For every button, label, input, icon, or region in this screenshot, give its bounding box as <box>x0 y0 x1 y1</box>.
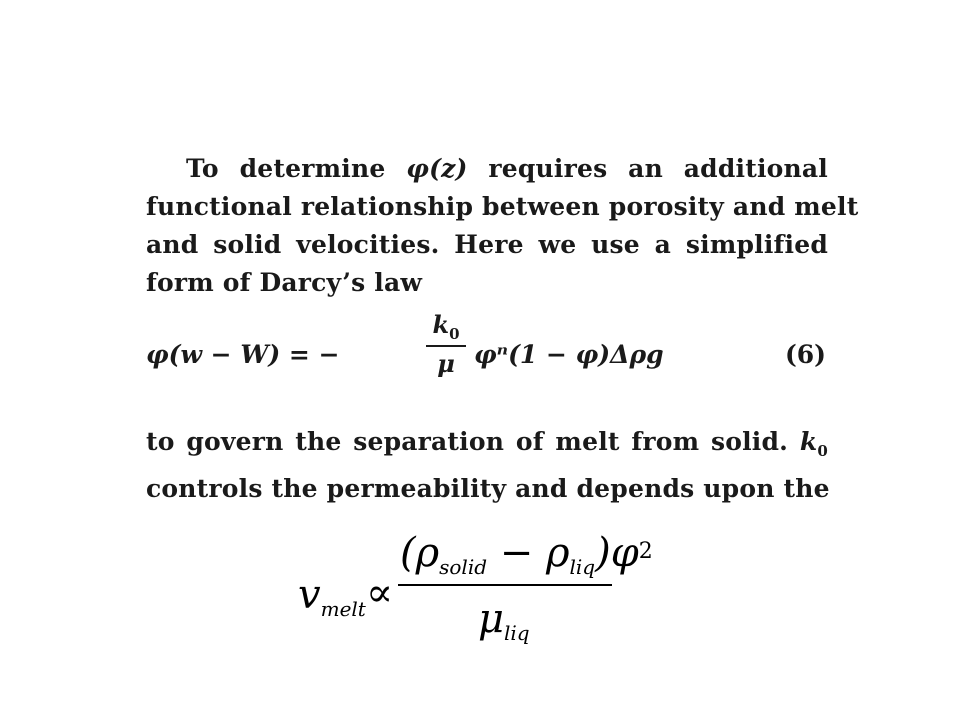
equation-lhs: φ(w − W) = − <box>146 340 340 369</box>
text-line: and solid velocities. Here we use a simplified <box>146 230 828 259</box>
fraction-bar <box>426 345 466 347</box>
darcy-equation <box>146 310 828 400</box>
phi-of-z: φ(z) <box>406 154 468 183</box>
liq-subscript: liq <box>569 555 596 579</box>
formula-numerator <box>400 530 653 579</box>
melt-velocity-formula <box>298 528 653 658</box>
mu-symbol: μ <box>478 596 504 642</box>
text-line <box>146 150 828 188</box>
scanned-paper-excerpt <box>140 140 859 503</box>
velocity-symbol: v <box>298 572 321 618</box>
text-fragment: To determine <box>186 154 407 183</box>
proportional-symbol: ∝ <box>366 570 394 616</box>
equation-number: (6) <box>784 340 826 369</box>
k-symbol: k <box>432 310 450 339</box>
phi-symbol: )φ <box>595 530 639 576</box>
text-line: form of Darcy’s law <box>146 268 423 297</box>
fraction-denominator: μ <box>437 348 455 378</box>
formula-denominator <box>478 596 530 645</box>
text-fragment: requires an additional <box>467 154 828 183</box>
rho-liq-symbol: − ρ <box>487 530 570 576</box>
formula-fraction-bar <box>398 584 612 586</box>
text-fragment: to govern the separation of melt from solid. <box>146 427 800 456</box>
liq-subscript: liq <box>504 621 530 645</box>
paragraph-continuation <box>146 423 828 508</box>
text-line: functional relationship between porosity and melt <box>146 192 859 221</box>
text-line <box>146 423 828 470</box>
melt-subscript: melt <box>320 597 366 621</box>
k-subscript: 0 <box>449 324 460 343</box>
k-subscript: 0 <box>817 442 828 460</box>
rho-solid-symbol: (ρ <box>400 530 440 576</box>
exponent: 2 <box>638 539 653 564</box>
text-line: controls the permeability and depends upon the <box>146 474 830 503</box>
solid-subscript: solid <box>439 555 488 579</box>
formula-lhs <box>298 572 366 621</box>
equation-fraction <box>426 310 466 378</box>
fraction-numerator <box>426 310 466 343</box>
k-symbol: k <box>799 427 818 456</box>
equation-rhs: φⁿ(1 − φ)Δρg <box>474 340 664 369</box>
paragraph-intro <box>146 150 859 302</box>
